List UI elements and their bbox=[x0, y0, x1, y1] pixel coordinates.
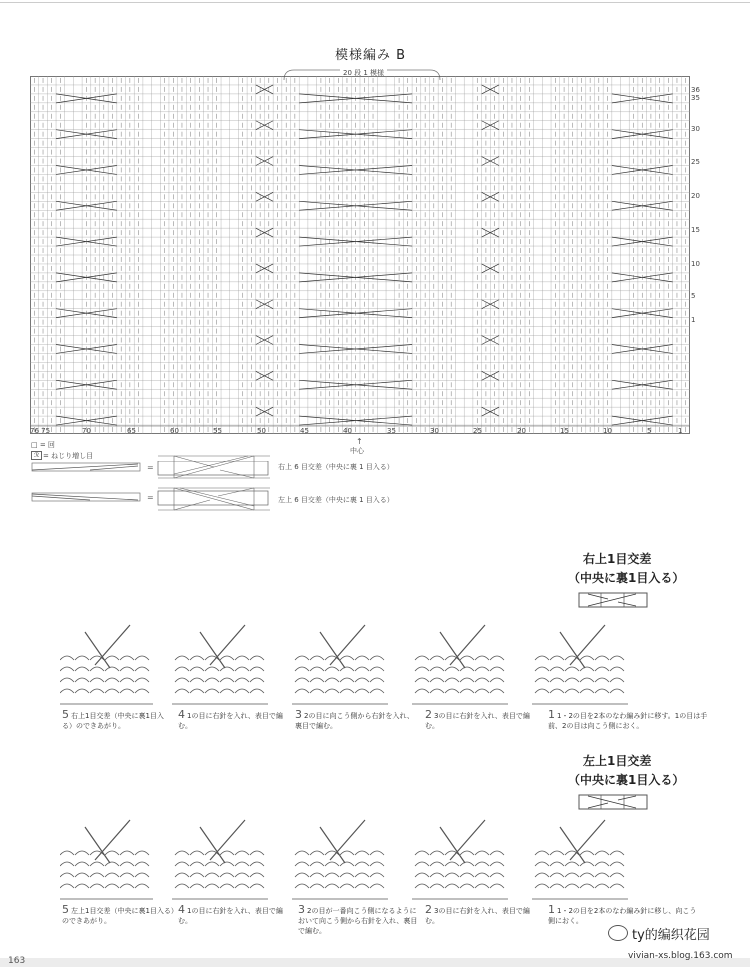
section2-step-4: 4 1の目に右針を入れ、表目で編む。 bbox=[178, 903, 283, 925]
section2-symbol bbox=[578, 794, 648, 810]
col-label: 60 bbox=[170, 427, 179, 435]
row-label: 36 bbox=[691, 86, 700, 94]
swatch-illustration bbox=[412, 820, 508, 899]
section2-step-2: 2 3の目に右針を入れ、表目で編む。 bbox=[425, 903, 530, 925]
row-label: 5 bbox=[691, 292, 696, 300]
swatch-illustration bbox=[60, 820, 153, 899]
col-label: 70 bbox=[82, 427, 91, 435]
row-label: 35 bbox=[691, 94, 700, 102]
legend-left-cable-text: 左上 6 目交差（中央に裏 1 目入る） bbox=[278, 496, 394, 504]
section1-step-4: 4 1の目に右針を入れ、表目で編む。 bbox=[178, 708, 283, 730]
col-label: 25 bbox=[473, 427, 482, 435]
section1-step-1: 1 1・2の目を2本のなわ編み針に移す。1の目は手前、2の目は向こう側におく。 bbox=[548, 708, 708, 730]
legend-item-purl: □ = 回 bbox=[31, 441, 55, 449]
twist-increase-icon: ℛ bbox=[31, 451, 42, 460]
col-label: 15 bbox=[560, 427, 569, 435]
section1-symbol bbox=[578, 592, 648, 608]
wechat-icon bbox=[608, 925, 628, 941]
swatch-illustration bbox=[532, 820, 628, 899]
col-label: 65 bbox=[127, 427, 136, 435]
swatch-illustration bbox=[292, 625, 388, 704]
col-label: 50 bbox=[257, 427, 266, 435]
swatch-illustration bbox=[532, 625, 628, 704]
section1-step-3: 3 2の目に向こう側から右針を入れ、裏目で編む。 bbox=[295, 708, 414, 730]
page-number: 163 bbox=[8, 956, 26, 966]
col-label: 30 bbox=[430, 427, 439, 435]
section2-title: 左上1目交差 bbox=[583, 754, 652, 768]
row-label: 25 bbox=[691, 158, 700, 166]
col-label: 55 bbox=[213, 427, 222, 435]
col-label: 10 bbox=[603, 427, 612, 435]
chart-title: 模様編み B bbox=[335, 48, 407, 63]
col-label: 5 bbox=[647, 427, 652, 435]
swatch-illustration bbox=[60, 625, 153, 704]
row-label: 15 bbox=[691, 226, 700, 234]
section2-step-1: 1 1・2の目を2本のなわ編み針に移し、向こう側におく。 bbox=[548, 903, 697, 925]
swatch-illustration bbox=[172, 625, 268, 704]
section1-step-2: 2 3の目に右針を入れ、表目で編む。 bbox=[425, 708, 530, 730]
row-labels bbox=[690, 76, 704, 434]
knitting-chart bbox=[30, 76, 690, 434]
col-label: 20 bbox=[517, 427, 526, 435]
col-label: 40 bbox=[343, 427, 352, 435]
section1-step-5: 5 右上1目交差（中央に裏1目入る）のできあがり。 bbox=[62, 708, 164, 730]
top-rule bbox=[0, 2, 750, 3]
section2-illustrations bbox=[60, 815, 750, 905]
row-label: 10 bbox=[691, 260, 700, 268]
swatch-illustration bbox=[172, 820, 268, 899]
swatch-illustration bbox=[292, 820, 388, 899]
col-label: 1 bbox=[678, 427, 683, 435]
swatch-illustration bbox=[412, 625, 508, 704]
svg-text:=: = bbox=[147, 493, 154, 502]
col-label: 76 75 bbox=[30, 427, 51, 435]
col-labels bbox=[30, 427, 690, 437]
cable-cross-diagrams bbox=[158, 454, 270, 514]
row-label: 20 bbox=[691, 192, 700, 200]
section1-title: 右上1目交差 bbox=[583, 552, 652, 566]
row-label: 1 bbox=[691, 316, 696, 324]
legend-item-twist: = ねじり増し目 bbox=[43, 452, 94, 460]
center-arrow: ↑ bbox=[356, 437, 363, 446]
legend-right-cable-text: 右上 6 目交差（中央に裏 1 目入る） bbox=[278, 463, 394, 471]
section2-step-5: 5 左上1目交差（中央に裏1目入る）のできあがり。 bbox=[62, 903, 175, 925]
repeat-label: 20 段 1 模様 bbox=[340, 68, 387, 78]
watermark: ty的编织花园 bbox=[632, 928, 710, 943]
source-url: vivian-xs.blog.163.com bbox=[628, 951, 733, 961]
section1-illustrations bbox=[60, 620, 750, 710]
row-label: 30 bbox=[691, 125, 700, 133]
svg-text:=: = bbox=[147, 463, 154, 472]
col-label: 45 bbox=[300, 427, 309, 435]
center-label: 中心 bbox=[350, 447, 364, 455]
section2-subtitle: （中央に裏1目入る） bbox=[568, 773, 685, 787]
section1-subtitle: （中央に裏1目入る） bbox=[568, 571, 685, 585]
col-label: 35 bbox=[387, 427, 396, 435]
section2-step-3: 3 2の目が一番向こう側になるようにおいて向こう側から右針を入れ、裏目で編む。 bbox=[298, 903, 418, 935]
